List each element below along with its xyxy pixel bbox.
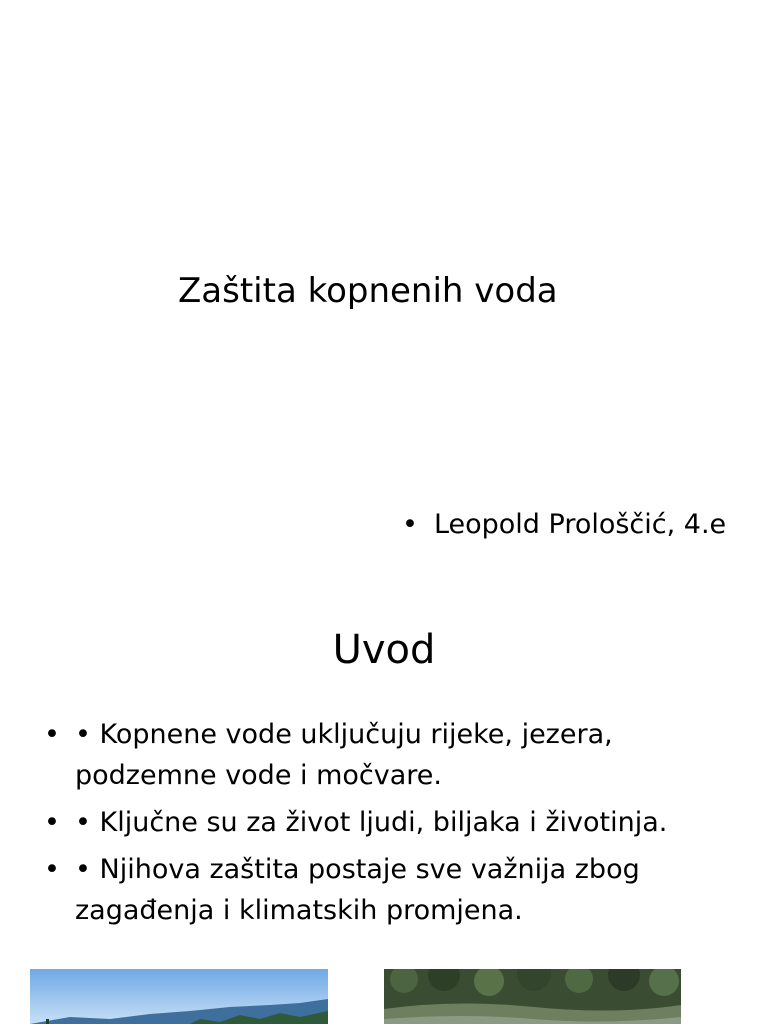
bullet-marker: • xyxy=(402,509,418,540)
slide-title: Zaštita kopnenih voda xyxy=(178,271,558,311)
bullet-marker: • xyxy=(44,807,60,838)
lake-landscape-photo xyxy=(30,969,328,1024)
bullet-text: • Njihova zaštita postaje sve važnija zbog zagađenja i klimatskih promjena. xyxy=(75,854,640,926)
bullet-marker: • xyxy=(44,719,60,750)
bullet-text: • Kopnene vode uključuju rijeke, jezera, podzemne vode i močvare. xyxy=(75,719,613,791)
forest-river-photo xyxy=(384,969,681,1024)
author-name: Leopold Prološčić, 4.e xyxy=(433,509,727,540)
bullet-text: • Ključne su za život ljudi, biljaka i životinja. xyxy=(75,807,668,838)
bullet-list xyxy=(44,714,744,937)
author-line xyxy=(402,508,726,542)
list-item xyxy=(44,714,744,796)
list-item xyxy=(44,802,744,843)
bullet-marker: • xyxy=(44,854,60,885)
intro-slide xyxy=(0,576,768,1024)
slide-title: Uvod xyxy=(332,627,436,673)
list-item xyxy=(44,849,744,931)
